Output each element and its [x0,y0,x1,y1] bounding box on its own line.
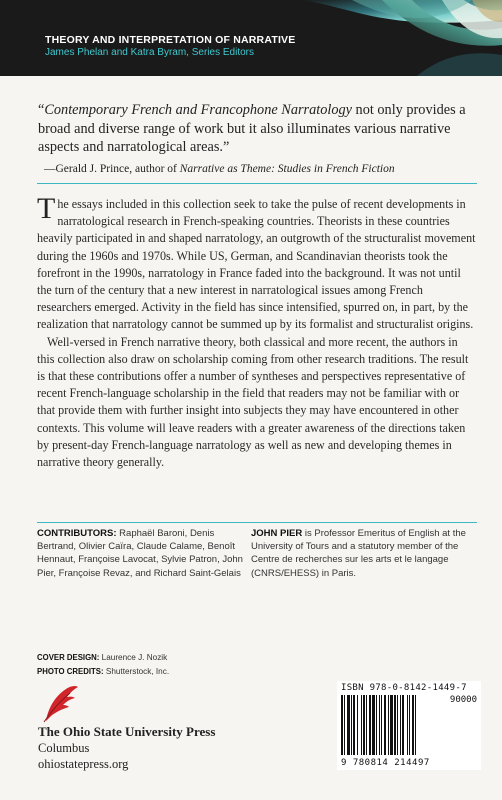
barcode-bar [388,695,389,755]
cover-design-label: COVER DESIGN: [37,653,100,662]
barcode-bar [353,695,355,755]
cover-design-value: Laurence J. Nozik [99,653,168,662]
quote-attribution [44,160,468,179]
quote-text: not only provides a broad and diverse range of work but it also illuminates various narrative aspects and narratological areas.” [38,102,466,155]
barcode-bar [409,695,410,755]
photo-credits-value: Shutterstock, Inc. [103,667,170,676]
quoted-book-title: Contemporary French and Francophone Narratology [44,102,352,118]
paragraph-1-text: he essays included in this collection seek to take the pulse of recent developments in narratological research in French-speaking countries. Theorists in these countries heavily participated in and shaped narratology, an outgrowth of the structuralist movement during the 1960s and 1970s. While US, German, and Scandinavian theorists took the forefront in the 1990s, narratology in France faded into the background. It was not until the turn of the century that a new interest in narratological issues among French researchers emerged. Activity in the field has since intensified, spurred on, in part, by the realization that narratology cannot be summed up by its formalist and structuralist origins. [37,197,476,332]
editor-bio-text: is Professor Emeritus of English at the University of Tours and a statutory member of the Centre de recherches sur les arts et le langage (CNRS/EHESS) in Paris. [251,528,466,579]
barcode-bar [402,695,404,755]
barcode-bar [376,695,377,755]
divider-bottom [37,522,477,523]
barcode-bar [397,695,398,755]
isbn-text: ISBN 978-0-8142-1449-7 [341,683,467,693]
barcode-bar [384,695,386,755]
feather-logo-icon [40,683,80,723]
barcode-bar [390,695,393,755]
contributors-block [37,527,247,580]
design-credits [37,651,169,679]
barcode-bar [341,695,343,755]
publisher-block [38,724,215,772]
book-description [37,192,477,471]
barcode-bar [366,695,367,755]
barcode-bar [357,695,358,755]
barcode-bar [347,695,350,755]
barcode-bar [351,695,352,755]
barcode-image [341,695,445,755]
description-paragraph-1 [37,192,477,334]
open-quote-mark: “ [38,102,45,118]
publisher-website: ohiostatepress.org [38,757,129,771]
editor-name: JOHN PIER [251,528,303,539]
barcode-box [337,681,481,770]
endorsement-quote [38,101,468,178]
barcode-bar [361,695,362,755]
contributors-label: CONTRIBUTORS: [37,528,117,539]
barcode-bar [412,695,414,755]
ean-number: 9 780814 214497 [341,758,430,768]
attribution-work: Narrative as Theme: Studies in French Fiction [179,162,395,175]
barcode-bar [344,695,345,755]
drop-cap: T [37,192,56,225]
editor-bio-block [251,527,471,580]
publisher-name: The Ohio State University Press [38,724,216,739]
photo-credits-label: PHOTO CREDITS: [37,667,104,676]
contributors-names: Raphaël Baroni, Denis Bertrand, Olivier Caïra, Claude Calame, Benoît Hennaut, Françoise Lavocat, Sylvie Patron, John Pier, Françoise Revaz, and Richard Saint-Gelais [37,528,243,579]
description-paragraph-2: Well-versed in French narrative theory, both classical and more recent, the authors in this collection also draw on scholarship coming from other research traditions. The result is that these contributions offer a number of syntheses and perspectives representative of recent French-language scholarship in the field that readers may not be familiar with or that provide them with further insight into subjects they may have encountered in other contexts. This volume will leave readers with a greater awareness of the directions taken by present-day French-language narratology as well as new and developing themes in narrative theory generally. [37,334,469,470]
publisher-city: Columbus [38,741,90,755]
barcode-bar [394,695,396,755]
barcode-bar [369,695,371,755]
series-header [0,0,502,76]
barcode-bar [381,695,382,755]
price-code: 90000 [449,695,477,705]
barcode-bar [407,695,408,755]
series-editors: James Phelan and Katra Byram, Series Editors [45,47,254,58]
divider-top [37,183,477,184]
barcode-bar [400,695,401,755]
barcode-bar [372,695,375,755]
barcode-bar [379,695,380,755]
photo-credit [37,665,169,679]
cover-design-credit [37,651,169,665]
barcode-bar [415,695,416,755]
attribution-prefix: —Gerald J. Prince, author of [44,162,180,175]
barcode-bar [363,695,365,755]
series-title: THEORY AND INTERPRETATION OF NARRATIVE [45,34,296,46]
